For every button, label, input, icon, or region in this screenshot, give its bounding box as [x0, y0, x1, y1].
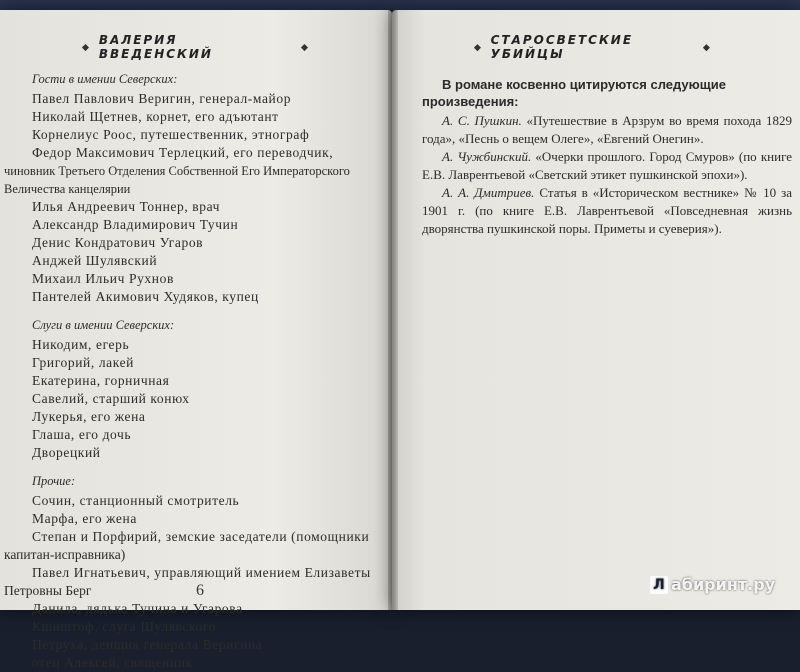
reference-text: Статья в «Историческом вестнике» № 10 за 1901 г. (по книге Е.В. Лаврентьевой «Повседневная жизнь дворянства пушкинской поры. Приметы и суеверия»).	[422, 185, 792, 236]
cast-entry: Николай Щетнев, корнет, его адъютант	[32, 109, 279, 124]
ornament-diamond	[474, 44, 481, 51]
cast-entry: Петруха, денщик генерала Веригина	[32, 637, 263, 652]
cast-entry: Илья Андреевич Тоннер, врач	[32, 199, 221, 214]
right-page	[392, 10, 800, 610]
left-running-head	[80, 33, 310, 61]
cast-entry: Федор Максимович Терлецкий, его переводчик,	[32, 145, 334, 160]
cast-list	[4, 66, 382, 672]
cast-entry: Сочин, станционный смотритель	[32, 493, 240, 508]
cast-entry: Лукерья, его жена	[32, 409, 146, 424]
cast-entry: Екатерина, горничная	[32, 373, 170, 388]
reference-text: «Путешествие в Арзрум во время похода 1829 года», «Песнь о вещем Олеге», «Евгений Онегин».	[422, 113, 792, 146]
ornament-diamond	[82, 44, 89, 51]
cast-entry: Савелий, старший конюх	[32, 391, 190, 406]
reference-text: «Очерки прошлого. Город Смуров» (по книге Е.В. Лаврентьевой «Светский этикет пушкинской эпохи»).	[422, 149, 792, 182]
cast-entry: Анджей Шулявский	[32, 253, 158, 268]
cast-entry-continued: Петровны Берг	[4, 583, 92, 598]
cast-entry-continued: чиновник Третьего Отделения Собственной Его Императорского	[4, 164, 350, 178]
cast-entry: Кшиштоф, слуга Шулявского	[32, 619, 216, 634]
author-name: ВАЛЕРИЯ ВВЕДЕНСКИЙ	[98, 33, 213, 61]
cast-entry: Степан и Порфирий, земские заседатели (помощники	[32, 529, 370, 544]
reference-entry	[422, 112, 792, 148]
cast-entry: Павел Павлович Веригин, генерал-майор	[32, 91, 292, 106]
cast-entry: Марфа, его жена	[32, 511, 137, 526]
ornament-diamond	[703, 44, 710, 51]
reference-entry	[422, 148, 792, 184]
labirint-logo-icon: Л	[650, 576, 668, 594]
references-block	[422, 76, 792, 238]
cast-entry: Дворецкий	[32, 445, 101, 460]
cast-entry: Никодим, егерь	[32, 337, 130, 352]
reference-author: А. С. Пушкин.	[442, 113, 522, 128]
cast-entry: отец Алексей, священник	[32, 655, 193, 670]
cast-entry: Григорий, лакей	[32, 355, 134, 370]
cast-entry: Павел Игнатьевич, управляющий имением Елизаветы	[32, 565, 371, 580]
cast-entry: Денис Кондратович Угаров	[32, 235, 204, 250]
section-others-heading: Прочие:	[32, 474, 76, 488]
cast-entry-continued: капитан-исправника)	[4, 547, 126, 562]
left-page	[0, 10, 392, 670]
cast-entry: Данила, дядька Тучина и Угарова	[32, 601, 243, 616]
watermark-text: абиринт.ру	[671, 575, 776, 594]
cast-entry: Михаил Ильич Рухнов	[32, 271, 174, 286]
right-running-head	[472, 33, 712, 61]
section-guests-heading: Гости в имении Северских:	[32, 72, 178, 86]
reference-entry	[422, 184, 792, 238]
book-title: СТАРОСВЕТСКИЕ УБИЙЦЫ	[490, 33, 634, 61]
ornament-diamond	[301, 44, 308, 51]
cast-entry: Александр Владимирович Тучин	[32, 217, 239, 232]
cast-entry: Пантелей Акимович Худяков, купец	[32, 289, 259, 304]
page-number: 6	[196, 582, 204, 599]
references-intro: В романе косвенно цитируются следующие произведения:	[422, 77, 726, 109]
cast-entry: Глаша, его дочь	[32, 427, 132, 442]
book-gutter	[388, 10, 398, 610]
cast-entry: Корнелиус Роос, путешественник, этнограф	[32, 127, 310, 142]
cast-entry-continued: Величества канцелярии	[4, 182, 131, 196]
labirint-watermark	[650, 575, 775, 594]
reference-author: А. А. Дмитриев.	[442, 185, 535, 200]
reference-author: А. Чужбинский.	[442, 149, 532, 164]
section-servants-heading: Слуги в имении Северских:	[32, 318, 175, 332]
